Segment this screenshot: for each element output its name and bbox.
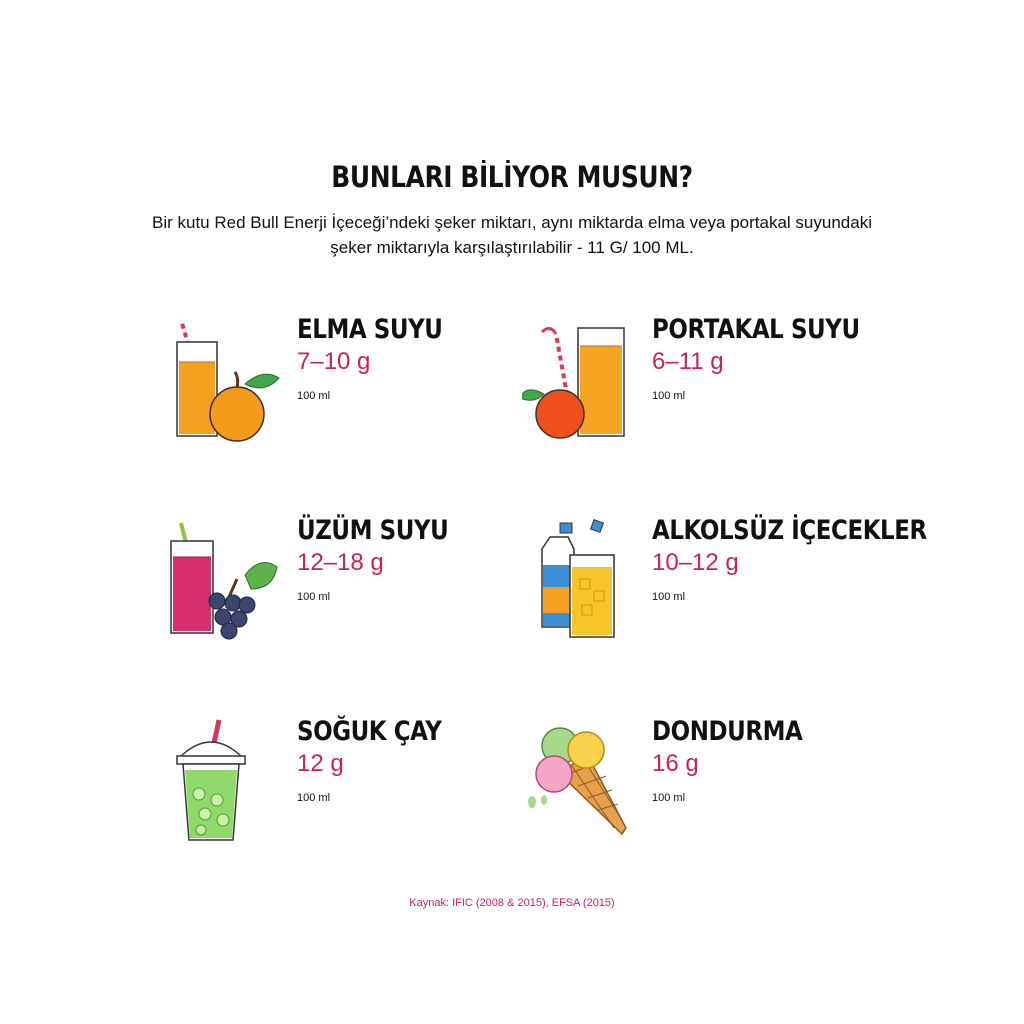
item-volume: 100 ml: [652, 591, 686, 603]
item-name: ELMA SUYU: [297, 314, 443, 345]
item-volume: 100 ml: [652, 792, 686, 804]
item-iced-tea: [167, 716, 537, 856]
item-sugar-amount: 6–11 g: [652, 348, 724, 375]
ice-cream-icon: [522, 716, 642, 846]
item-sugar-amount: 7–10 g: [297, 348, 371, 375]
apple-juice-icon: [167, 314, 287, 444]
item-sugar-amount: 12–18 g: [297, 549, 384, 576]
grape-juice-icon: [167, 515, 287, 645]
item-name: ÜZÜM SUYU: [297, 515, 449, 546]
item-name: PORTAKAL SUYU: [652, 314, 860, 345]
item-name: DONDURMA: [652, 716, 803, 747]
item-apple-juice: [167, 314, 537, 454]
item-sugar-amount: 10–12 g: [652, 549, 739, 576]
item-orange-juice: [522, 314, 892, 454]
item-grape-juice: [167, 515, 537, 655]
item-name: ALKOLSÜZ İÇECEKLER: [652, 515, 927, 546]
item-soft-drinks: [522, 515, 927, 655]
item-volume: 100 ml: [297, 390, 331, 402]
item-sugar-amount: 16 g: [652, 750, 699, 777]
item-name: SOĞUK ÇAY: [297, 716, 442, 747]
intro-text: Bir kutu Red Bull Enerji İçeceği’ndeki şeker miktarı, aynı miktarda elma veya portakal suyundaki şeker miktarıyla karşılaştırılabilir - 11 G/ 100 ML.: [152, 213, 872, 257]
item-ice-cream: [522, 716, 892, 856]
item-volume: 100 ml: [297, 792, 331, 804]
source-note: Kaynak: IFIC (2008 & 2015), EFSA (2015): [409, 897, 615, 909]
item-volume: 100 ml: [297, 591, 331, 603]
iced-tea-icon: [167, 716, 287, 846]
page-title: BUNLARI BİLİYOR MUSUN?: [331, 160, 693, 194]
orange-juice-icon: [522, 314, 642, 444]
item-sugar-amount: 12 g: [297, 750, 344, 777]
soft-drink-icon: [522, 515, 642, 645]
item-volume: 100 ml: [652, 390, 686, 402]
